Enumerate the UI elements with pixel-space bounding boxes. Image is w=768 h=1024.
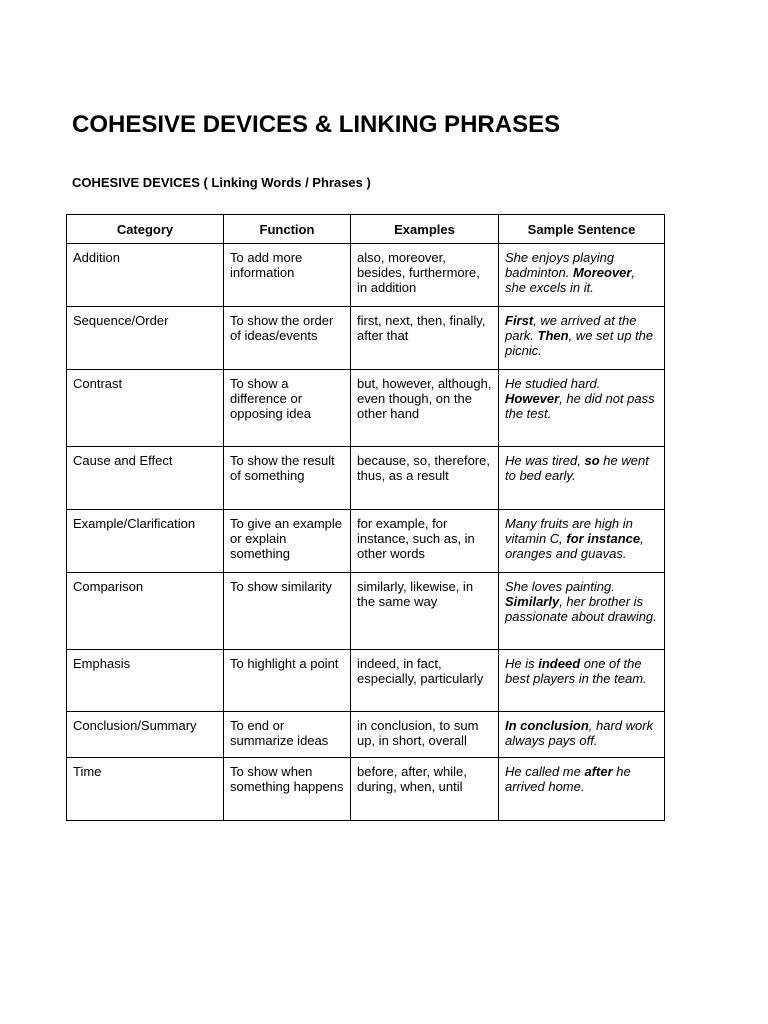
table-row [67, 370, 665, 447]
examples-cell: in conclusion, to sum up, in short, overall [351, 712, 499, 758]
sample-linking-word: First [505, 313, 534, 328]
category-cell: Comparison [67, 573, 224, 650]
sample-sentence-cell [499, 244, 665, 307]
table-header [67, 215, 665, 244]
sample-sentence-cell [499, 650, 665, 712]
sample-linking-word: Moreover [572, 265, 632, 280]
sample-segment: , we arrived at the park. [505, 313, 637, 343]
sample-sentence-cell [499, 447, 665, 510]
table-row [67, 573, 665, 650]
table-row [67, 244, 665, 307]
sample-sentence-cell [499, 307, 665, 370]
function-cell: To show when something happens [224, 758, 351, 821]
page-title: COHESIVE DEVICES & LINKING PHRASES [72, 111, 561, 138]
sample-segment: , oranges and guavas. [505, 531, 644, 561]
sample-segment: , we set up the picnic. [505, 328, 654, 358]
sample-linking-word: after [584, 764, 613, 779]
sample-linking-word: Then [537, 328, 569, 343]
sample-linking-word: for instance [566, 531, 641, 546]
sample-sentence-cell [499, 573, 665, 650]
sample-linking-word: Similarly [505, 594, 560, 609]
function-cell: To give an example or explain something [224, 510, 351, 573]
function-cell: To add more information [224, 244, 351, 307]
category-cell: Addition [67, 244, 224, 307]
function-cell: To end or summarize ideas [224, 712, 351, 758]
examples-cell: but, however, although, even though, on the other hand [351, 370, 499, 447]
sample-linking-word: so [584, 453, 600, 468]
function-cell: To show the result of something [224, 447, 351, 510]
function-cell: To highlight a point [224, 650, 351, 712]
sample-sentence-cell [499, 370, 665, 447]
category-cell: Example/Clarification [67, 510, 224, 573]
category-cell: Cause and Effect [67, 447, 224, 510]
sample-segment: He is [505, 656, 539, 671]
category-cell: Sequence/Order [67, 307, 224, 370]
sample-segment: , he did not pass the test. [505, 391, 655, 421]
examples-cell: first, next, then, finally, after that [351, 307, 499, 370]
table-header-row [67, 215, 665, 244]
header-examples: Examples [351, 215, 499, 244]
cohesive-devices-table [66, 214, 665, 821]
sample-segment: he arrived home. [505, 764, 631, 794]
table-row [67, 307, 665, 370]
sample-segment: He studied hard. [505, 376, 601, 391]
sample-linking-word: In conclusion [505, 718, 589, 733]
header-sample-sentence: Sample Sentence [499, 215, 665, 244]
examples-cell: because, so, therefore, thus, as a result [351, 447, 499, 510]
sample-segment: , she excels in it. [505, 265, 636, 295]
sample-segment: , her brother is passionate about drawing. [505, 594, 657, 624]
examples-cell: also, moreover, besides, furthermore, in addition [351, 244, 499, 307]
category-cell: Contrast [67, 370, 224, 447]
page-subtitle: COHESIVE DEVICES ( Linking Words / Phrases ) [72, 175, 371, 190]
sample-segment: He called me [505, 764, 585, 779]
sample-linking-word: However [505, 391, 560, 406]
table-row [67, 650, 665, 712]
table-row [67, 712, 665, 758]
category-cell: Emphasis [67, 650, 224, 712]
examples-cell: before, after, while, during, when, until [351, 758, 499, 821]
table-row [67, 510, 665, 573]
examples-cell: similarly, likewise, in the same way [351, 573, 499, 650]
sample-segment: one of the best players in the team. [505, 656, 647, 686]
category-cell: Conclusion/Summary [67, 712, 224, 758]
sample-segment: , hard work always pays off. [505, 718, 654, 748]
table-body [67, 244, 665, 821]
header-category: Category [67, 215, 224, 244]
sample-segment: he went to bed early. [505, 453, 649, 483]
header-function: Function [224, 215, 351, 244]
examples-cell: for example, for instance, such as, in other words [351, 510, 499, 573]
function-cell: To show similarity [224, 573, 351, 650]
examples-cell: indeed, in fact, especially, particularly [351, 650, 499, 712]
table-row [67, 447, 665, 510]
sample-sentence-cell [499, 712, 665, 758]
category-cell: Time [67, 758, 224, 821]
sample-linking-word: indeed [538, 656, 581, 671]
function-cell: To show a difference or opposing idea [224, 370, 351, 447]
sample-segment: Many fruits are high in vitamin C, [505, 516, 633, 546]
sample-segment: He was tired, [505, 453, 585, 468]
sample-sentence-cell [499, 510, 665, 573]
function-cell: To show the order of ideas/events [224, 307, 351, 370]
sample-segment: She enjoys playing badminton. [505, 250, 615, 280]
table-row [67, 758, 665, 821]
sample-segment: She loves painting. [505, 579, 615, 594]
sample-sentence-cell [499, 758, 665, 821]
